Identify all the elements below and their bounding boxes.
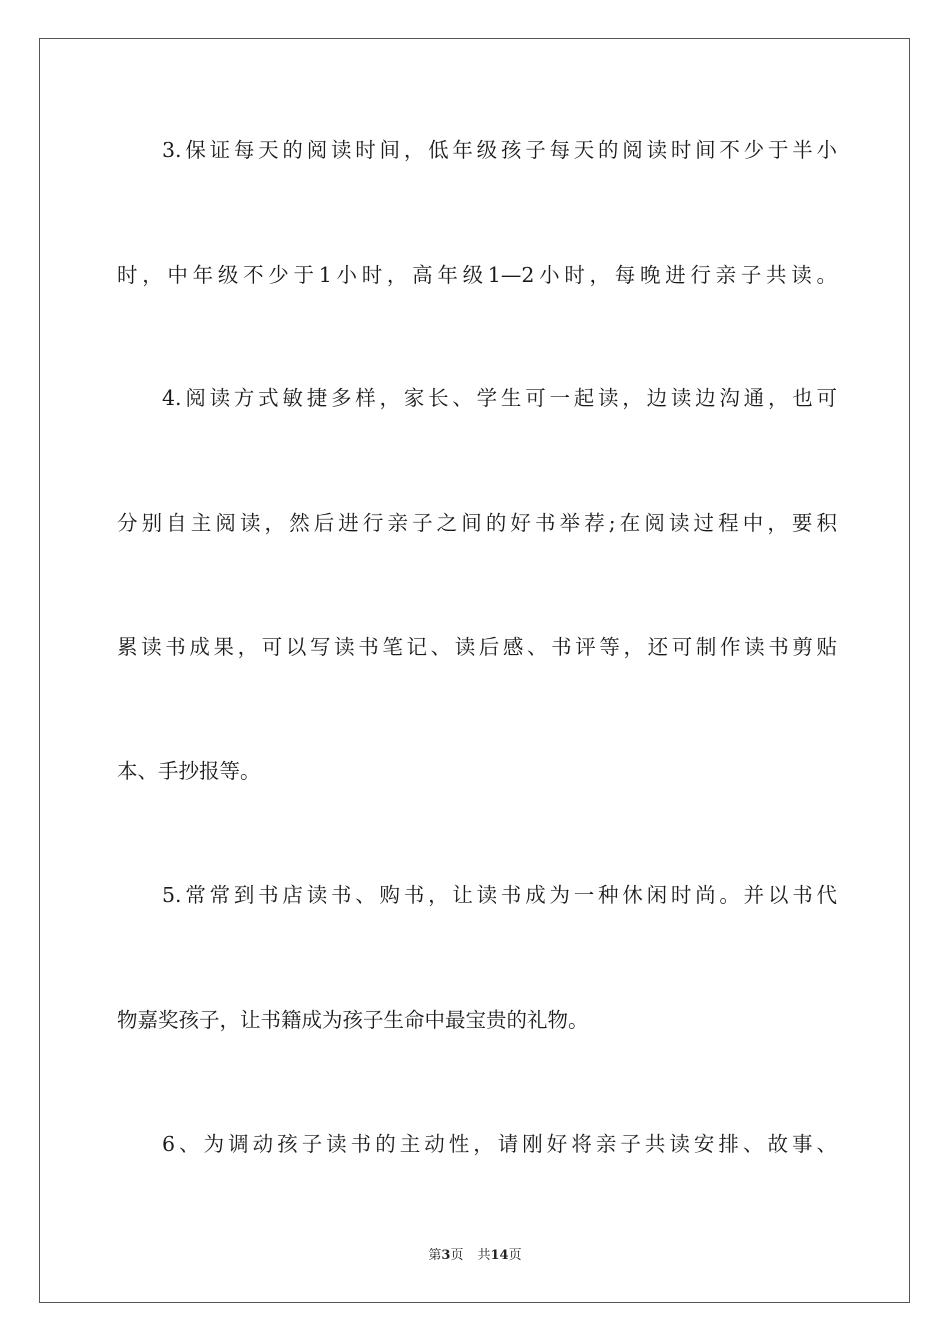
paragraph-5-line-1: 5.常常到书店读书、购书，让读书成为一种休闲时尚。并以书代 — [162, 883, 837, 907]
paragraph-4-line-2: 分别自主阅读，然后进行亲子之间的好书举荐;在阅读过程中，要积 — [117, 511, 837, 535]
paragraph-4-line-4: 本、手抄报等。 — [117, 759, 261, 783]
total-prefix: 共 — [477, 1248, 491, 1263]
total-pages: 14 — [490, 1248, 509, 1263]
page-suffix: 页 — [450, 1248, 464, 1263]
page-border — [39, 38, 910, 1303]
paragraph-6-line-1: 6、为调动孩子读书的主动性，请刚好将亲子共读安排、故事、 — [162, 1132, 837, 1156]
paragraph-4-line-3: 累读书成果，可以写读书笔记、读后感、书评等，还可制作读书剪贴 — [117, 635, 837, 659]
paragraph-3-line-1: 3.保证每天的阅读时间，低年级孩子每天的阅读时间不少于半小 — [162, 138, 837, 162]
page-footer — [0, 1247, 950, 1265]
paragraph-4-line-1: 4.阅读方式敏捷多样，家长、学生可一起读，边读边沟通，也可 — [162, 386, 837, 410]
total-suffix: 页 — [508, 1248, 522, 1263]
page-prefix: 第 — [428, 1248, 442, 1263]
page-number: 3 — [441, 1248, 451, 1263]
paragraph-5-line-2: 物嘉奖孩子，让书籍成为孩子生命中最宝贵的礼物。 — [117, 1008, 589, 1032]
paragraph-3-line-2: 时，中年级不少于1小时，高年级1—2小时，每晚进行亲子共读。 — [117, 263, 837, 287]
